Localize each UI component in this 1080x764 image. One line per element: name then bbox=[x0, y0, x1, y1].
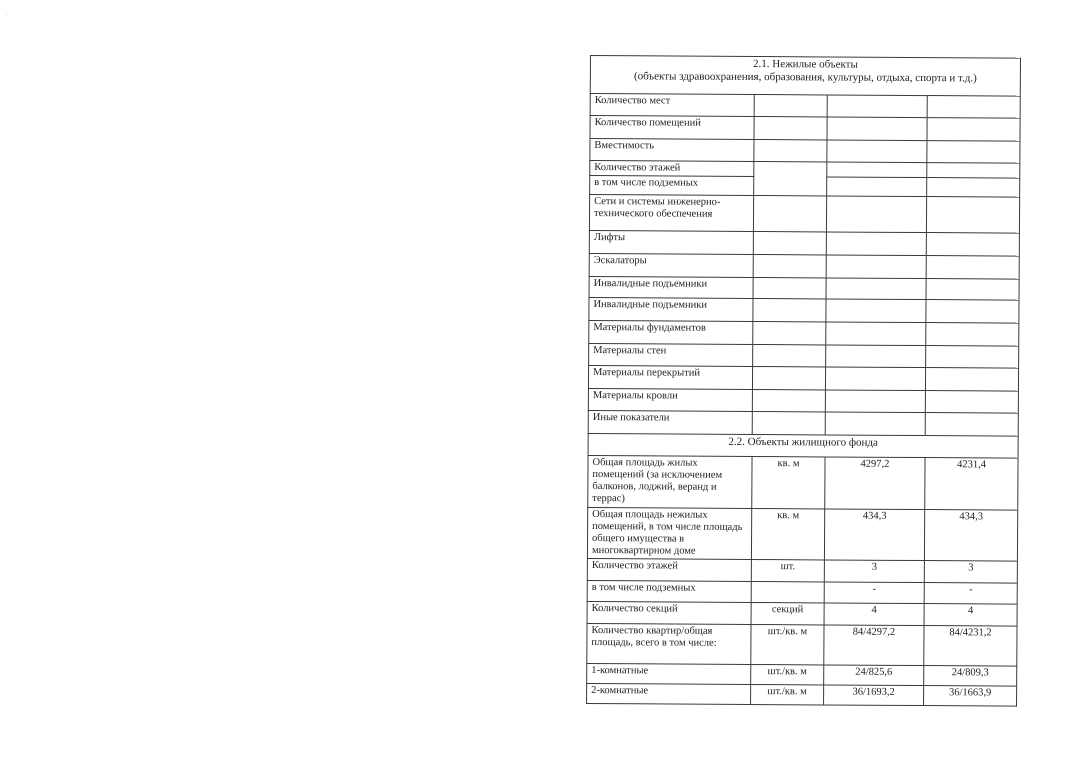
value-cell bbox=[926, 346, 1019, 369]
table-row bbox=[590, 139, 1020, 164]
unit-cell: шт./кв. м bbox=[751, 684, 824, 704]
value-cell bbox=[825, 412, 925, 436]
unit-cell bbox=[752, 389, 825, 411]
table-row bbox=[589, 276, 1019, 300]
unit-cell bbox=[753, 196, 826, 232]
section-title bbox=[590, 56, 1020, 97]
table-row bbox=[589, 253, 1019, 279]
value-cell: 4 bbox=[924, 604, 1017, 627]
value-cell: 24/809,3 bbox=[924, 666, 1017, 687]
value-cell bbox=[826, 299, 926, 323]
unit-cell: шт. bbox=[751, 559, 824, 581]
table-row bbox=[589, 343, 1019, 368]
value-cell bbox=[926, 233, 1019, 257]
table-row bbox=[589, 297, 1019, 323]
section-subtitle-text: (объекты здравоохранения, образования, культуры, отдыха, спорта и т.д.) bbox=[633, 70, 977, 85]
value-cell bbox=[827, 117, 927, 141]
unit-cell bbox=[751, 581, 824, 602]
unit-cell bbox=[754, 117, 827, 140]
row-label: в том числе подземных bbox=[587, 580, 751, 602]
value-cell bbox=[826, 345, 926, 368]
value-cell: 36/1663,9 bbox=[924, 686, 1017, 707]
value-cell: - bbox=[924, 583, 1017, 605]
value-cell: 434,3 bbox=[824, 509, 924, 561]
value-cell bbox=[926, 300, 1019, 324]
value-cell bbox=[827, 95, 927, 118]
value-cell bbox=[927, 163, 1020, 179]
value-cell bbox=[926, 197, 1019, 234]
table-row bbox=[587, 601, 1017, 626]
unit-cell bbox=[754, 95, 827, 117]
unit-cell: шт./кв. м bbox=[751, 624, 824, 664]
value-cell bbox=[927, 141, 1020, 164]
unit-cell bbox=[753, 299, 826, 322]
row-label: Материалы кровли bbox=[588, 388, 752, 411]
unit-cell bbox=[753, 344, 826, 366]
value-cell bbox=[826, 196, 926, 233]
table-row bbox=[587, 683, 1017, 706]
value-cell: 24/825,6 bbox=[824, 665, 924, 686]
row-label: Инвалидные подъемники bbox=[589, 297, 753, 321]
value-cell: 4297,2 bbox=[825, 457, 925, 510]
table-row bbox=[588, 410, 1018, 436]
row-label: Иные показатели bbox=[588, 410, 752, 434]
unit-cell bbox=[754, 140, 827, 162]
row-label: Материалы перекрытий bbox=[588, 365, 752, 389]
row-label: Материалы стен bbox=[589, 343, 753, 366]
document-sheet bbox=[586, 55, 1020, 713]
value-cell bbox=[826, 322, 926, 346]
value-cell bbox=[827, 177, 927, 197]
section-title: 2.2. Объекты жилищного фонда bbox=[588, 433, 1018, 458]
row-label: 1-комнатные bbox=[587, 663, 751, 684]
unit-cell: кв. м bbox=[751, 508, 824, 559]
unit-cell bbox=[752, 411, 825, 434]
table-row bbox=[589, 195, 1019, 234]
row-label: Количество помещений bbox=[590, 116, 754, 140]
table-row bbox=[587, 558, 1017, 583]
value-cell bbox=[925, 391, 1018, 414]
value-cell: 84/4297,2 bbox=[824, 625, 924, 666]
row-label: Количество секций bbox=[587, 601, 751, 624]
value-cell bbox=[927, 96, 1020, 119]
table-row bbox=[587, 623, 1017, 666]
value-cell: - bbox=[824, 582, 924, 604]
value-cell bbox=[826, 278, 926, 300]
table-row bbox=[590, 94, 1020, 119]
table-row bbox=[590, 116, 1020, 142]
unit-cell bbox=[753, 278, 826, 299]
table-row bbox=[589, 320, 1019, 346]
table-row bbox=[589, 230, 1019, 256]
row-label: Сети и системы инженерно-технического обеспечения bbox=[589, 195, 753, 232]
table-row bbox=[588, 365, 1018, 391]
scan-speck: · bbox=[58, 14, 60, 20]
table-row bbox=[588, 388, 1018, 413]
value-cell bbox=[927, 178, 1020, 198]
unit-cell: секций bbox=[751, 602, 824, 624]
section-header-row bbox=[588, 433, 1018, 458]
value-cell bbox=[826, 232, 926, 256]
row-label: Материалы фундаментов bbox=[589, 320, 753, 344]
value-cell bbox=[927, 118, 1020, 142]
row-label: Общая площадь жилых помещений (за исключением балконов, лоджий, веранд и террас) bbox=[588, 455, 752, 508]
value-cell: 3 bbox=[824, 560, 924, 583]
row-label: Общая площадь нежилых помещений, в том числе площадь общего имущества в многоквартирном доме bbox=[587, 507, 751, 559]
table-row bbox=[587, 507, 1017, 561]
value-cell bbox=[825, 390, 925, 413]
table-row bbox=[587, 580, 1017, 604]
table-row bbox=[588, 455, 1018, 510]
row-label: Вместимость bbox=[590, 139, 754, 162]
value-cell: 3 bbox=[924, 561, 1017, 584]
value-cell bbox=[926, 256, 1019, 280]
value-cell bbox=[926, 323, 1019, 347]
row-label: 2-комнатные bbox=[587, 683, 751, 704]
row-label: Количество этажей bbox=[590, 161, 754, 177]
value-cell: 4 bbox=[824, 603, 924, 626]
value-cell: 36/1693,2 bbox=[824, 685, 924, 706]
unit-cell: шт./кв. м bbox=[751, 664, 824, 684]
value-cell: 4231,4 bbox=[925, 458, 1018, 511]
value-cell bbox=[827, 140, 927, 163]
unit-cell bbox=[752, 366, 825, 389]
row-label: Количество мест bbox=[590, 94, 754, 117]
unit-cell bbox=[753, 321, 826, 344]
value-cell bbox=[826, 255, 926, 279]
value-cell bbox=[827, 162, 927, 178]
unit-cell: кв. м bbox=[752, 456, 825, 508]
value-cell: 84/4231,2 bbox=[924, 626, 1017, 667]
row-label: Количество этажей bbox=[587, 558, 751, 581]
scan-speck: · bbox=[6, 12, 8, 18]
row-label: Инвалидные подъемники bbox=[589, 276, 753, 298]
row-label: Количество квартир/общая площадь, всего в том числе: bbox=[587, 623, 751, 664]
characteristics-table bbox=[586, 55, 1021, 707]
section-title-text: 2.1. Нежилые объекты bbox=[752, 57, 858, 71]
table-row bbox=[587, 663, 1017, 686]
row-label: Лифты bbox=[589, 230, 753, 254]
value-cell bbox=[825, 367, 925, 391]
value-cell: 434,3 bbox=[924, 510, 1017, 562]
unit-cell bbox=[754, 162, 827, 196]
value-cell bbox=[925, 368, 1018, 392]
unit-cell bbox=[753, 232, 826, 255]
value-cell bbox=[925, 413, 1018, 437]
row-label: в том числе подземных bbox=[590, 176, 754, 196]
row-label: Эскалаторы bbox=[589, 253, 753, 277]
value-cell bbox=[926, 279, 1019, 301]
section-header-row bbox=[590, 56, 1020, 97]
unit-cell bbox=[753, 255, 826, 278]
